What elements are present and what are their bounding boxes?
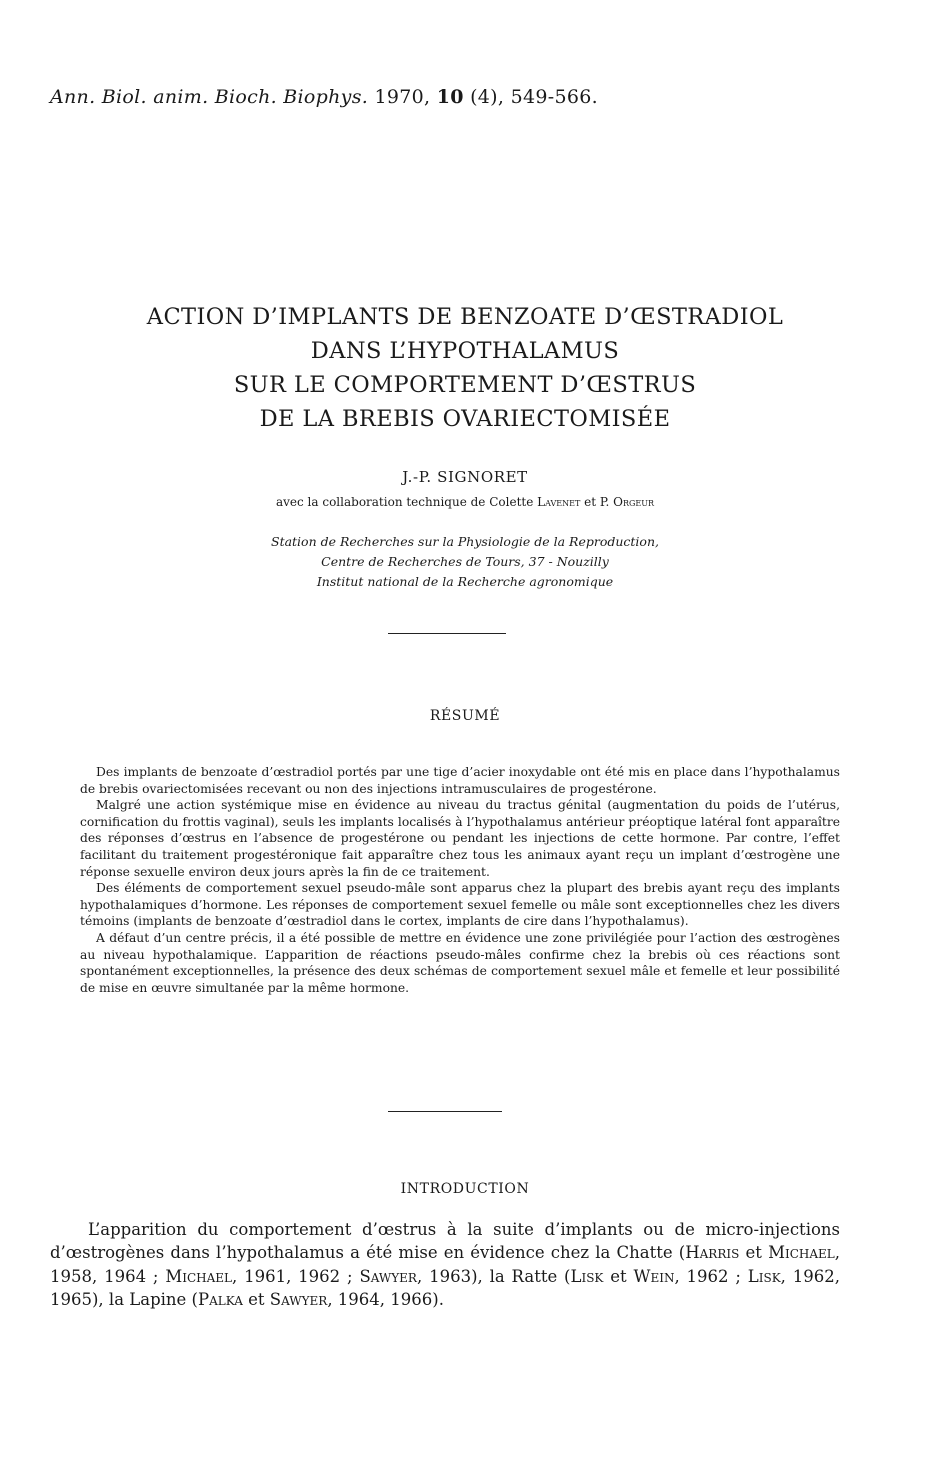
affiliation-line: Centre de Recherches de Tours, 37 - Nouzilly [321, 554, 609, 569]
introduction-text: et [242, 1290, 270, 1310]
affiliation-line: Station de Recherches sur la Physiologie de la Reproduction, [271, 534, 659, 549]
cited-author: Lisk [570, 1266, 604, 1286]
collaborator-name: Orgeur [613, 495, 655, 509]
resume-body [80, 764, 840, 996]
introduction-text: , 1963), la Ratte ( [416, 1266, 571, 1286]
cited-author: Michael [165, 1266, 233, 1286]
introduction-text: , 1958, 1964 ; [50, 1243, 840, 1286]
collaboration-line [0, 495, 930, 509]
introduction-text: , 1961, 1962 ; [232, 1266, 360, 1286]
resume-paragraph: Des implants de benzoate d’œstradiol portés par une tige d’acier inoxydable ont été mis en place dans l’hypothalamus de brebis ovariectomisées recevant ou non des injections intramusculaires de progestérone. [80, 765, 840, 796]
cited-author: Lisk [747, 1266, 781, 1286]
introduction-text: et [603, 1266, 634, 1286]
title-line: DE LA BREBIS OVARIECTOMISÉE [259, 406, 671, 432]
citation-volume: 10 [436, 86, 464, 108]
cited-author: Palka [197, 1290, 243, 1310]
title-line: ACTION D’IMPLANTS DE BENZOATE D’ŒSTRADIOL [146, 304, 784, 330]
introduction-text: , 1964, 1966). [327, 1290, 444, 1310]
collaboration-joiner: et P. [584, 495, 610, 509]
resume-paragraph: A défaut d’un centre précis, il a été possible de mettre en évidence une zone privilégiée pour l’action des œstrogènes au niveau hypothalamique. L’apparition de réactions pseudo-mâles confirme chez la brebis où ces réactions sont spontanément exceptionnelles, la présence des deux schémas de comportement sexuel mâle et femelle et leur possibilité de mise en œuvre simultanée par la même hormone. [80, 930, 840, 995]
introduction-paragraph [50, 1218, 840, 1312]
introduction-text: , 1962 ; [674, 1266, 748, 1286]
separator-rule [388, 1111, 502, 1112]
title-line: SUR LE COMPORTEMENT D’ŒSTRUS [233, 372, 697, 398]
resume-paragraph: Malgré une action systémique mise en évidence au niveau du tractus génital (augmentation du poids de l’utérus, cornification du frottis vaginal), seuls les implants localisés à l’hypothalamus antérieur préoptique latéral font apparaître des réponses d’œstrus en l’absence de progestérone ou pendant les injections de cette hormone. Par contre, l’effet facilitant du traitement progestéronique fait apparaître chez tous les animaux ayant reçu un implant d’œstrogène une réponse sexuelle environ deux jours après la fin de ce traitement. [80, 798, 840, 879]
cited-author: Sawyer [359, 1266, 417, 1286]
introduction-text: L’apparition du comportement d’œstrus à la suite d’implants ou de micro-injections d’œstrogènes dans l’hypothalamus a été mise en évidence chez la Chatte ( [50, 1220, 840, 1263]
cited-author: Harris [685, 1243, 740, 1263]
separator-rule [388, 633, 506, 634]
cited-author: Wein [633, 1266, 675, 1286]
title-line: DANS L’HYPOTHALAMUS [310, 338, 620, 364]
paper-title [60, 300, 870, 436]
introduction-text: , 1962, 1965), la Lapine ( [50, 1266, 840, 1310]
resume-heading: RÉSUMÉ [429, 708, 501, 724]
journal-citation [50, 86, 598, 108]
resume-paragraph: Des éléments de comportement sexuel pseudo-mâle sont apparus chez la plupart des brebis ayant reçu des implants hypothalamiques d’hormone. Les réponses de comportement sexuel femelle ou mâle sont exceptionnelles chez les divers témoins (implants de benzoate d’œstradiol dans le cortex, implants de cire dans l’hypothalamus). [80, 881, 840, 929]
affiliation-line: Institut national de la Recherche agronomique [316, 574, 614, 589]
author-name: J.-P. SIGNORET [402, 468, 528, 486]
introduction-body [50, 1218, 840, 1312]
citation-year: 1970, [374, 86, 431, 108]
citation-issue-pages: (4), 549-566. [470, 86, 598, 108]
collaboration-prefix: avec la collaboration technique de Colette [275, 495, 534, 509]
introduction-text: et [739, 1243, 769, 1263]
collaborator-name: Lavenet [537, 495, 581, 509]
introduction-heading: INTRODUCTION [400, 1181, 530, 1197]
cited-author: Michael [768, 1243, 835, 1263]
citation-journal: Ann. Biol. anim. Bioch. Biophys. [50, 86, 369, 108]
affiliation [140, 532, 790, 592]
cited-author: Sawyer [269, 1290, 328, 1310]
